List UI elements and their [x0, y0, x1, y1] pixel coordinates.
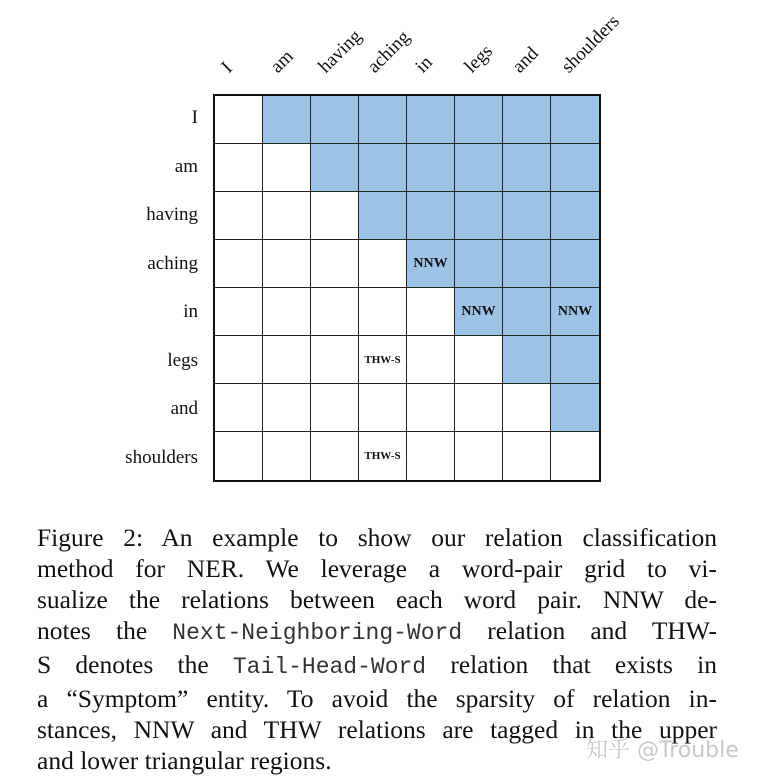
thw-s-tag: THW-S [364, 450, 401, 462]
grid-cell [311, 192, 359, 240]
thw-s-tag: THW-S [364, 353, 401, 366]
caption-line: and lower triangular regions. [37, 746, 332, 775]
grid-cell [503, 384, 551, 432]
nnw-tag: NNW [461, 303, 496, 319]
grid-cell [551, 144, 599, 192]
grid-cell [263, 432, 311, 480]
grid-cell [503, 432, 551, 480]
grid-cell [215, 432, 263, 480]
nnw-tag: NNW [413, 255, 448, 271]
grid-cell [359, 288, 407, 336]
grid-cell [551, 432, 599, 480]
grid-cell [311, 384, 359, 432]
caption-text: relation and THW- [462, 616, 717, 645]
caption-text: relation that exists in [426, 650, 717, 679]
grid-cell [215, 96, 263, 144]
column-label: shoulders [557, 10, 624, 78]
nnw-tag: NNW [557, 303, 593, 319]
column-label: and [508, 43, 544, 78]
grid-cell [263, 192, 311, 240]
grid-cell [407, 336, 455, 384]
grid-cell [455, 432, 503, 480]
grid-cell [455, 240, 503, 288]
column-label: aching [363, 26, 414, 78]
grid-cell [263, 384, 311, 432]
row-label: am [174, 155, 198, 177]
grid-cell [359, 96, 407, 144]
row-label: I [191, 107, 198, 128]
watermark: 知乎 @Trouble [586, 738, 739, 763]
grid-cell [407, 144, 455, 192]
grid-cell [215, 144, 263, 192]
grid-cell [359, 432, 407, 480]
grid-cell [455, 336, 503, 384]
grid-cell [503, 288, 551, 336]
column-label: I [217, 57, 238, 78]
grid-cell [407, 384, 455, 432]
grid-cell [455, 384, 503, 432]
grid-cell [311, 336, 359, 384]
grid-cell [263, 240, 311, 288]
caption-line: a “Symptom” entity. To avoid the sparsity of relation in- [37, 684, 717, 713]
grid-cell [215, 384, 263, 432]
grid-cell [455, 288, 503, 336]
grid-cell [407, 240, 455, 288]
grid-cell [503, 192, 551, 240]
grid-cell [455, 144, 503, 192]
grid-cell [359, 384, 407, 432]
grid-cell [263, 288, 311, 336]
caption-line [37, 615, 717, 649]
grid-cell [359, 336, 407, 384]
grid-cell [263, 144, 311, 192]
grid-cell [359, 240, 407, 288]
grid-cell [359, 144, 407, 192]
caption-line: method for NER. We leverage a word-pair grid to vi- [37, 554, 717, 583]
column-label: in [411, 51, 438, 78]
grid-cell [455, 192, 503, 240]
grid-cell [551, 96, 599, 144]
grid-cell [407, 288, 455, 336]
grid-cell [215, 192, 263, 240]
grid-cell [215, 288, 263, 336]
row-label: shoulders [125, 446, 198, 468]
grid-cell [311, 432, 359, 480]
column-label: legs [460, 40, 497, 78]
grid-cell [263, 96, 311, 144]
grid-cell [263, 336, 311, 384]
row-label: having [146, 204, 198, 225]
caption-text: S denotes the [37, 650, 233, 679]
grid-cell [503, 144, 551, 192]
grid-cell [311, 240, 359, 288]
grid-cell [407, 96, 455, 144]
caption-text: notes the [37, 616, 173, 645]
grid-cell [503, 240, 551, 288]
row-label: legs [167, 349, 198, 371]
grid-cell [551, 288, 599, 336]
caption-line [37, 649, 717, 683]
row-label: aching [147, 252, 198, 274]
relation-name: Tail-Head-Word [232, 654, 427, 680]
grid-cell [551, 192, 599, 240]
row-label: in [183, 301, 198, 322]
grid-cell [551, 240, 599, 288]
caption-line: sualize the relations between each word pair. NNW de- [37, 585, 717, 614]
grid-cell [407, 192, 455, 240]
grid-cell [551, 336, 599, 384]
grid-cell [503, 336, 551, 384]
grid-cell [407, 432, 455, 480]
word-pair-grid [213, 94, 601, 482]
grid-cell [359, 192, 407, 240]
column-label: am [266, 46, 298, 78]
grid-cell [311, 96, 359, 144]
column-label: having [314, 25, 367, 78]
grid-cell [551, 384, 599, 432]
grid-cell [311, 144, 359, 192]
grid-cell [215, 336, 263, 384]
grid-cell [455, 96, 503, 144]
grid-cell [311, 288, 359, 336]
relation-name: Next-Neighboring-Word [172, 620, 463, 646]
grid-cell [215, 240, 263, 288]
caption-line: Figure 2: An example to show our relation classification [37, 523, 717, 552]
grid-cell [503, 96, 551, 144]
row-label: and [170, 398, 198, 419]
caption-line: stances, NNW and THW relations are tagged in the upper [37, 715, 717, 744]
